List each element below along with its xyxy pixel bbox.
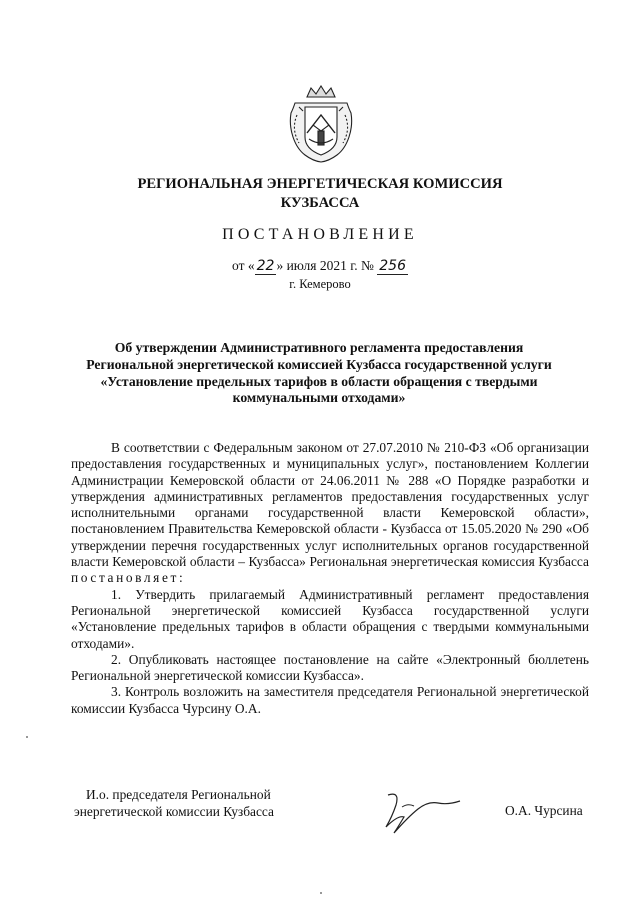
document-subject bbox=[66, 340, 572, 407]
item-3: 3. Контроль возложить на заместителя председателя Региональной энергетической комиссии Кузбасса Чурсину О.А. bbox=[71, 684, 589, 716]
handwritten-signature bbox=[378, 787, 463, 837]
preamble-paragraph bbox=[71, 440, 589, 587]
signatory-title-line2: энергетической комиссии Кузбасса bbox=[74, 804, 274, 819]
date-prefix: от « bbox=[232, 258, 255, 273]
organization-name bbox=[60, 175, 580, 213]
scan-speck bbox=[26, 736, 28, 738]
document-number-handwritten: 256 bbox=[379, 258, 406, 274]
date-day-handwritten: 22 bbox=[256, 258, 275, 274]
item-2: 2. Опубликовать настоящее постановление на сайте «Электронный бюллетень Региональной энергетической комиссии Кузбасса». bbox=[71, 651, 589, 684]
document-date-line bbox=[60, 258, 580, 274]
resolves-word: постановляет: bbox=[71, 570, 186, 586]
document-type: ПОСТАНОВЛЕНИЕ bbox=[222, 226, 418, 243]
subject-line: коммунальными отходами» bbox=[232, 390, 406, 406]
subject-line: «Установление предельных тарифов в области обращения с твердыми bbox=[100, 373, 538, 389]
kuzbass-coat-of-arms-icon bbox=[287, 85, 355, 163]
item-1: 1. Утвердить прилагаемый Административный регламент предоставления Региональной энергетической комиссией Кузбасса государственной услуги «Установление предельных тарифов в области обращения с твердыми коммунальными отходами». bbox=[71, 586, 589, 651]
scan-speck bbox=[320, 892, 322, 894]
signatory-title-line1: И.о. председателя Региональной bbox=[86, 787, 271, 802]
signatory-name: О.А. Чурсина bbox=[505, 803, 583, 818]
organization-name-line1: РЕГИОНАЛЬНАЯ ЭНЕРГЕТИЧЕСКАЯ КОМИССИЯ bbox=[137, 176, 503, 192]
subject-line: Региональной энергетической комиссией Кузбасса государственной услуги bbox=[86, 356, 552, 372]
preamble-text: В соответствии с Федеральным законом от 27.07.2010 № 210-ФЗ «Об организации предоставления государственных и муниципальных услуг», постановлением Коллегии Администрации Кемеровской области от 24.06.2011 № 288 «О Порядке разработки и утверждения административных регламентов предоставления государственных услуг исполнительными органами государственной власти Кемеровской области», постановлением Правительства Кемеровской области - Кузбасса от 15.05.2020 № 290 «Об утверждении перечня государственных услуг исполнительных органов государственной власти Кемеровской области – Кузбасса» Региональная энергетическая комиссия Кузбасса bbox=[71, 440, 589, 570]
subject-line: Об утверждении Административного регламента предоставления bbox=[114, 340, 524, 355]
city: г. Кемерово bbox=[289, 277, 351, 291]
date-suffix: » июля 2021 г. № bbox=[276, 258, 374, 273]
signatory-title bbox=[74, 786, 324, 820]
document-body bbox=[71, 440, 589, 717]
organization-name-line2: КУЗБАССА bbox=[280, 195, 360, 211]
